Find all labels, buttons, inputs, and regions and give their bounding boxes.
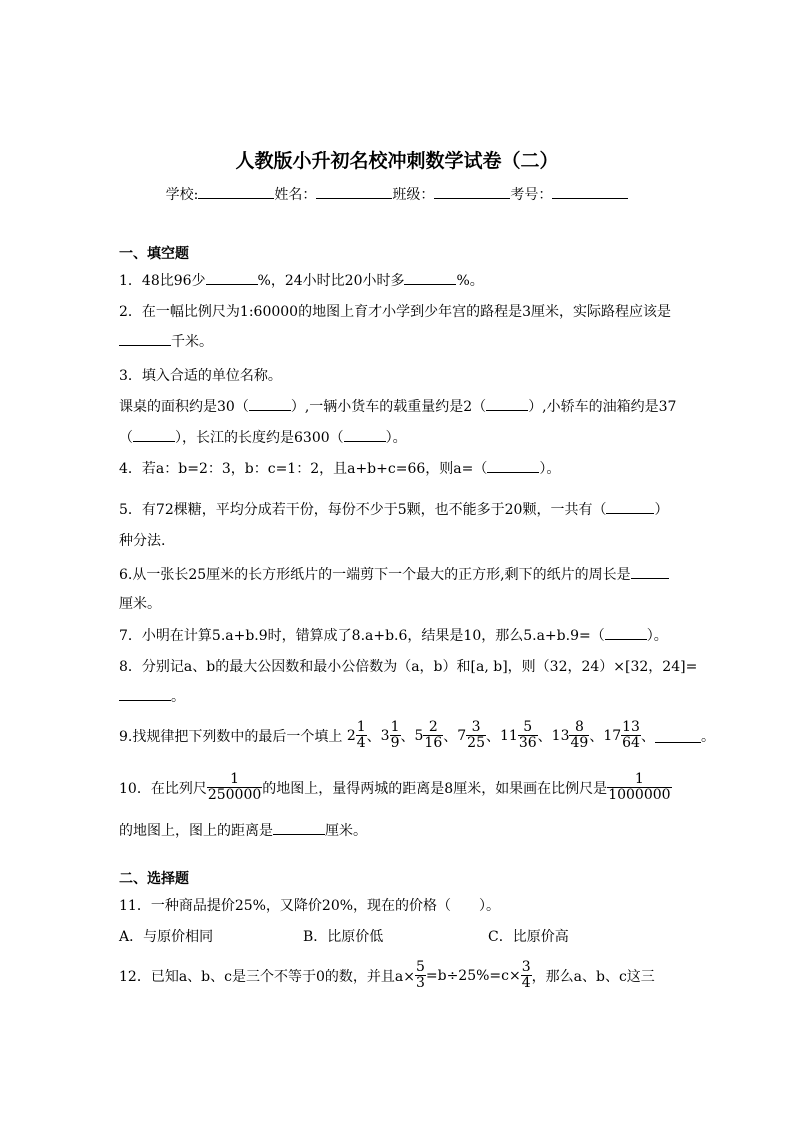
q9-term-6: 13 $\frac{8}{49}$ — [551, 719, 589, 752]
q3-text-c: ）,小轿车的油箱约是37 — [528, 399, 677, 415]
school-field[interactable] — [198, 185, 274, 199]
q9-term-7: 17 $\frac{13}{64}$ — [603, 719, 640, 752]
q10-blank[interactable] — [273, 821, 325, 835]
q5-blank[interactable] — [606, 500, 654, 514]
question-1 — [119, 270, 484, 290]
q9-term-3: 5 $\frac{2}{16}$ — [414, 719, 443, 752]
q12-text-b: =b÷25%=c× — [425, 967, 521, 984]
student-info-line — [0, 184, 794, 204]
q9-blank[interactable] — [655, 729, 701, 743]
question-2-line-2 — [119, 331, 213, 351]
q3-text-d: （ — [119, 430, 133, 446]
q3-blank-1[interactable] — [249, 397, 291, 411]
q12-text-c: ，那么a、b、c这三 — [531, 968, 655, 985]
q2-text: 千米。 — [171, 334, 213, 350]
q1-text-b: %，24小时比20小时多 — [257, 273, 405, 289]
section-choice-heading: 二、选择题 — [119, 871, 189, 887]
question-3-line-3 — [119, 427, 407, 447]
q8-blank[interactable] — [119, 687, 171, 701]
q10-scale-fraction-2: $\frac{1}{1000000}$ — [608, 771, 671, 804]
q7-text-a: 7．小明在计算5.a+b.9时，错算成了8.a+b.6，结果是10，那么5.a+b.9=（ — [119, 628, 605, 644]
q3-text-b: ）,一辆小货车的载重量约是2（ — [290, 399, 487, 415]
name-field[interactable] — [316, 185, 392, 199]
question-3-line-1: 3．填入合适的单位名称。 — [119, 368, 282, 384]
q11-option-b[interactable]: B．比原价低 — [303, 929, 384, 945]
q9-term-1: 2 $\frac{1}{4}$ — [346, 719, 366, 752]
question-5-line-2: 种分法. — [119, 533, 166, 549]
q9-term-5: 11 $\frac{5}{36}$ — [500, 719, 537, 752]
question-10-line-2 — [119, 820, 367, 840]
exam-no-field[interactable] — [552, 185, 628, 199]
question-11: 11．一种商品提价25%，又降价20%，现在的价格（ ）。 — [119, 898, 501, 914]
q3-blank-4[interactable] — [344, 428, 386, 442]
q10-text-c: 的地图上，图上的距离是 — [119, 823, 273, 839]
q4-blank[interactable] — [487, 459, 539, 473]
name-label: 姓名： — [274, 187, 317, 203]
school-label: 学校: — [165, 187, 199, 203]
q9-term-4: 7 $\frac{3}{25}$ — [457, 719, 485, 752]
q10-scale-fraction-1: $\frac{1}{250000}$ — [207, 771, 262, 804]
question-12 — [119, 960, 655, 992]
q3-text-e: ），长江的长度约是6300（ — [175, 430, 344, 446]
q11-option-c[interactable]: C．比原价高 — [488, 929, 569, 945]
question-8-line-1: 8．分别记a、b的最大公因数和最小公倍数为（a，b）和[a, b]，则（32，24）×[32，24]= — [119, 659, 698, 675]
q3-text-a: 课桌的面积约是30（ — [119, 399, 249, 415]
class-label: 班级： — [392, 187, 435, 203]
question-8-line-2 — [119, 686, 185, 706]
page-title: 人教版小升初名校冲刺数学试卷（二） — [235, 150, 559, 172]
q12-fraction-2: $\frac{3}{4}$ — [521, 959, 531, 992]
q1-text-c: %。 — [456, 273, 484, 289]
q10-text-d: 厘米。 — [325, 823, 367, 839]
question-4 — [119, 458, 560, 478]
q4-text-a: 4．若a：b=2：3，b：c=1：2，且a+b+c=66，则a=（ — [119, 461, 488, 477]
q2-blank[interactable] — [119, 332, 171, 346]
q3-blank-3[interactable] — [133, 428, 175, 442]
q10-text-b: 的地图上，量得两城的距离是8厘米，如果画在比例尺是 — [262, 780, 608, 797]
section-fill-heading: 一、填空题 — [119, 246, 189, 262]
q5-text-a: 5．有72棵糖，平均分成若干份，每份不少于5颗，也不能多于20颗，一共有（ — [119, 502, 607, 518]
q9-term-2: 3 $\frac{1}{9}$ — [380, 719, 400, 752]
q4-text-b: ）。 — [539, 461, 561, 477]
q3-text-f: ）。 — [385, 430, 407, 446]
q12-text-a: 12．已知a、b、c是三个不等于0的数，并且a× — [119, 968, 415, 985]
q12-fraction-1: $\frac{5}{3}$ — [415, 959, 425, 992]
q8-text-b: 。 — [171, 689, 185, 705]
q7-blank[interactable] — [605, 626, 647, 640]
class-field[interactable] — [434, 185, 510, 199]
q7-text-b: ）。 — [646, 628, 668, 644]
q5-text-b: ） — [654, 502, 669, 518]
q10-text-a: 10．在比列尺 — [119, 780, 207, 797]
exam-no-label: 考号： — [510, 187, 553, 203]
q9-prefix: 9.找规律把下列数中的最后一个填上 — [119, 728, 343, 745]
question-10-line-1 — [119, 772, 672, 804]
question-6-line-2: 厘米。 — [119, 596, 161, 612]
question-3-line-2 — [119, 396, 676, 416]
q1-text-a: 1．48比96少 — [119, 273, 206, 289]
question-5-line-1 — [119, 499, 668, 519]
q1-blank-1[interactable] — [206, 271, 258, 285]
q6-blank[interactable] — [631, 565, 669, 579]
question-9: 9.找规律把下列数中的最后一个填上 2 $\frac{1}{4}$ 、3 $\frac{1}{9}$ 、5 $\frac{2}{16}$ 、7 $\frac{3}{25}$ 、11 $\frac{5}{36}$ 、13 $\frac{8}{49}$ 、17 $\frac{13}{64}$ 、 。 — [119, 719, 715, 752]
q6-text: 6.从一张长25厘米的长方形纸片的一端剪下一个最大的正方形,剩下的纸片的周长是 — [119, 567, 631, 583]
question-6-line-1 — [119, 564, 669, 584]
q3-blank-2[interactable] — [486, 397, 528, 411]
q1-blank-2[interactable] — [404, 271, 456, 285]
q11-option-a[interactable]: A．与原价相同 — [119, 929, 214, 945]
question-2-line-1: 2．在一幅比例尺为1:60000的地图上育才小学到少年宫的路程是3厘米，实际路程应该是 — [119, 304, 671, 320]
question-7 — [119, 625, 668, 645]
